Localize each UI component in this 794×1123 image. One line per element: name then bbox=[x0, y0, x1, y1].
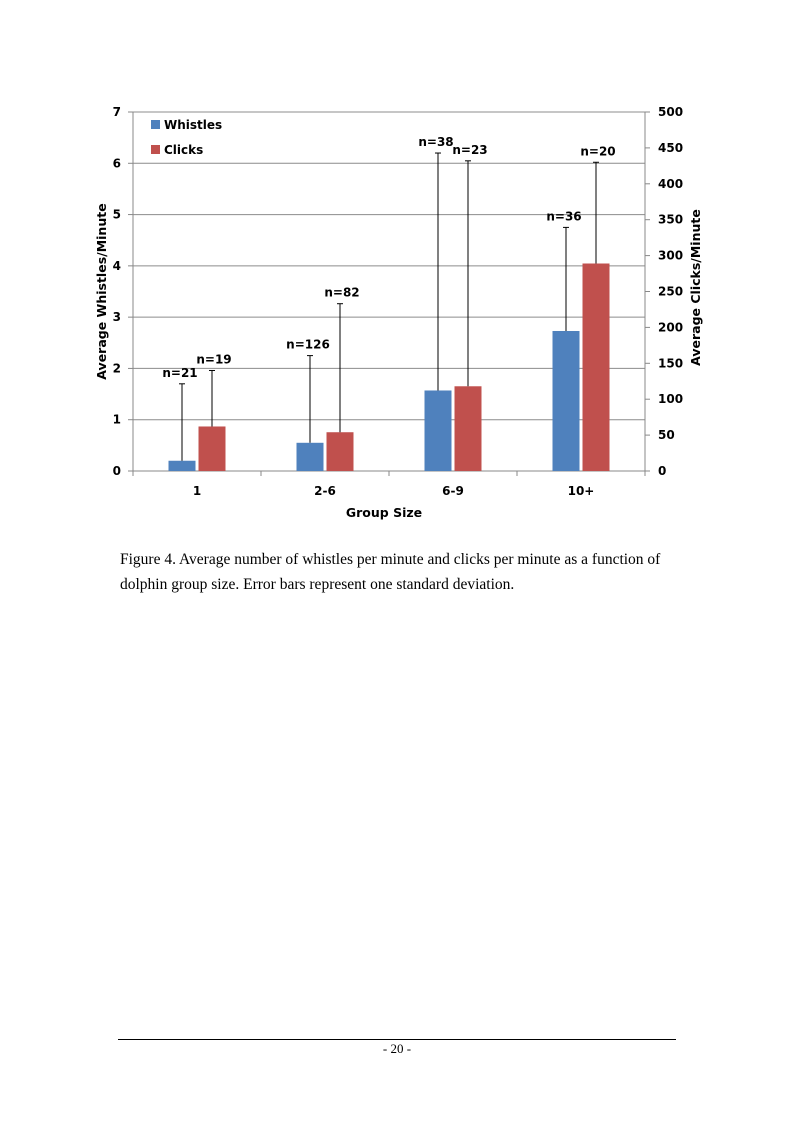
bar-clicks bbox=[455, 386, 482, 471]
bar-chart bbox=[0, 0, 794, 540]
bar-clicks bbox=[199, 426, 226, 471]
x-tick-label: 2-6 bbox=[314, 484, 336, 498]
legend-label-whistles: Whistles bbox=[164, 118, 223, 132]
legend-swatch-whistles bbox=[151, 120, 160, 129]
right-tick-label: 0 bbox=[658, 464, 667, 478]
legend-swatch-clicks bbox=[151, 145, 160, 154]
y-axis-title-right: Average Clicks/Minute bbox=[688, 209, 703, 366]
left-tick-label: 1 bbox=[112, 412, 121, 427]
legend-label-clicks: Clicks bbox=[164, 143, 204, 157]
left-tick-label: 4 bbox=[112, 258, 121, 273]
y-axis-title-left: Average Whistles/Minute bbox=[94, 203, 109, 380]
left-tick-label: 0 bbox=[112, 464, 121, 478]
right-tick-label: 450 bbox=[658, 140, 684, 155]
n-label: n=20 bbox=[580, 144, 616, 159]
x-axis-title: Group Size bbox=[345, 505, 423, 520]
right-tick-label: 250 bbox=[658, 284, 684, 299]
footer-rule bbox=[118, 1039, 676, 1040]
x-tick-label: 1 bbox=[192, 484, 202, 498]
n-label: n=36 bbox=[546, 209, 582, 224]
n-label: n=19 bbox=[196, 352, 232, 367]
right-tick-label: 200 bbox=[658, 320, 684, 335]
bar-whistles bbox=[553, 331, 580, 471]
right-tick-label: 350 bbox=[658, 212, 684, 227]
right-tick-label: 50 bbox=[658, 428, 675, 443]
left-tick-label: 6 bbox=[112, 156, 121, 171]
n-label: n=38 bbox=[418, 135, 454, 150]
right-tick-label: 300 bbox=[658, 248, 684, 263]
n-label: n=126 bbox=[286, 337, 330, 352]
bar-whistles bbox=[297, 443, 324, 471]
bar-whistles bbox=[425, 390, 452, 471]
n-label: n=21 bbox=[162, 365, 198, 380]
bar-whistles bbox=[169, 461, 196, 471]
page-number: - 20 - bbox=[382, 1041, 412, 1056]
bar-clicks bbox=[327, 432, 354, 471]
n-label: n=23 bbox=[452, 142, 488, 157]
left-tick-label: 7 bbox=[112, 105, 121, 119]
figure-caption: Figure 4. Average number of whistles per minute and clicks per minute as a function of dolphin group size. Error bars represent one standard deviation. bbox=[120, 551, 661, 593]
bar-clicks bbox=[583, 263, 610, 471]
right-tick-label: 150 bbox=[658, 356, 684, 371]
n-label: n=82 bbox=[324, 285, 360, 300]
x-tick-label: 10+ bbox=[567, 484, 595, 498]
left-tick-label: 3 bbox=[112, 310, 121, 325]
left-tick-label: 2 bbox=[112, 361, 121, 376]
right-tick-label: 400 bbox=[658, 176, 684, 191]
x-tick-label: 6-9 bbox=[442, 484, 464, 498]
right-tick-label: 500 bbox=[658, 105, 684, 119]
right-tick-label: 100 bbox=[658, 392, 684, 407]
left-tick-label: 5 bbox=[112, 207, 121, 222]
